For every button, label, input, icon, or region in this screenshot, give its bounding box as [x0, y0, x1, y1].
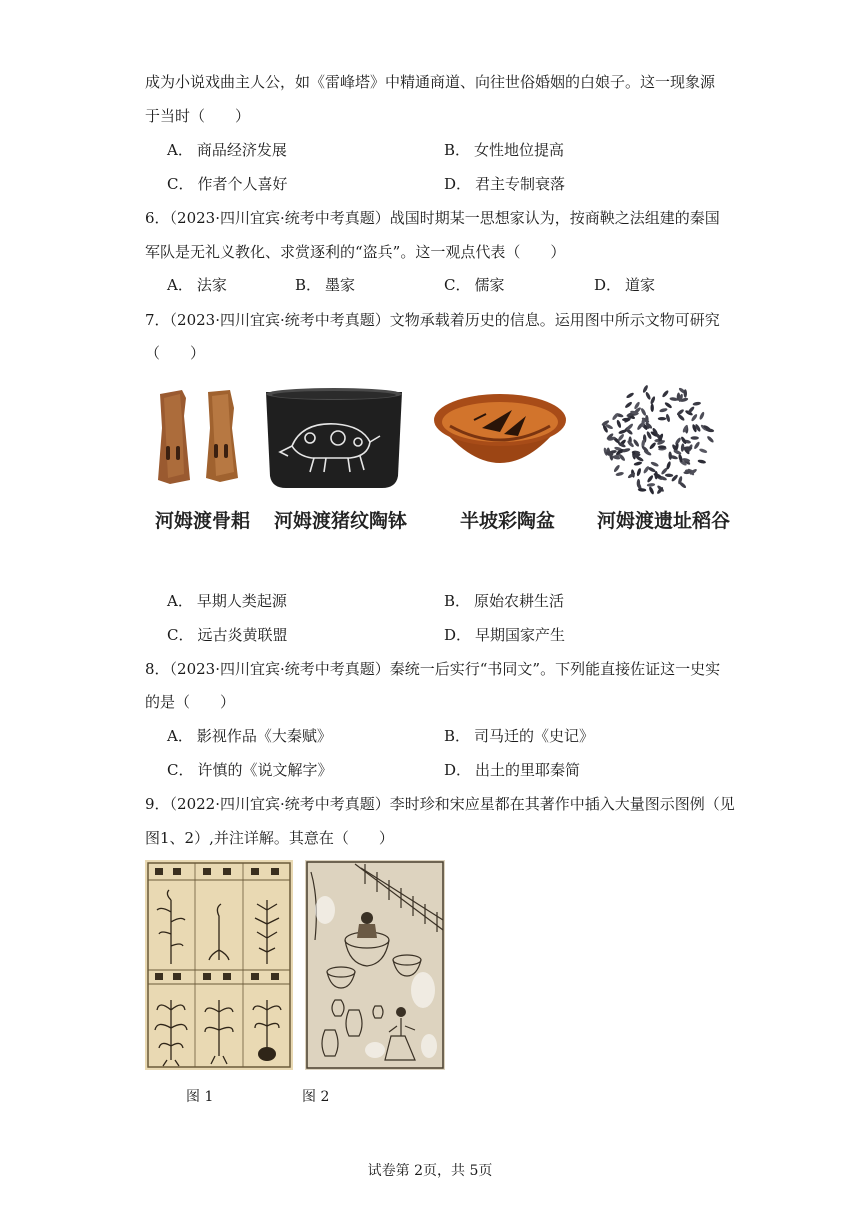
q9-stem-line2: 图1、2）,并注详解。其意在（ ） — [145, 829, 394, 847]
bone-spade-icon — [150, 388, 245, 488]
q5-option-d[interactable]: D． 君主专制衰落 — [444, 175, 566, 193]
q8-stem-line2: 的是（ ） — [145, 693, 236, 711]
rice-grains-icon — [597, 380, 717, 498]
q5-stem-line1: 成为小说戏曲主人公，如《雷峰塔》中精通商道、向往世俗婚姻的白娘子。这一现象源 — [145, 73, 716, 91]
q5-stem-line2: 于当时（ ） — [145, 107, 251, 125]
q8-option-c[interactable]: C． 许慎的《说文解字》 — [167, 761, 333, 779]
q7-option-d[interactable]: D． 早期国家产生 — [444, 626, 566, 644]
page-footer: 试卷第 2页，共 5页 — [367, 1163, 493, 1179]
q5-option-b[interactable]: B． 女性地位提高 — [444, 141, 565, 159]
q8-option-b[interactable]: B． 司马迁的《史记》 — [444, 727, 595, 745]
figure-2-workshop-woodcut — [305, 860, 445, 1070]
artifact-caption: 河姆渡猪纹陶钵 — [274, 510, 408, 532]
q8-option-d[interactable]: D． 出土的里耶秦简 — [444, 761, 581, 779]
q5-option-a[interactable]: A． 商品经济发展 — [167, 141, 287, 159]
painted-pottery-basin-icon — [430, 390, 570, 490]
figure-1-herbal-illustration — [145, 860, 293, 1070]
q8-option-a[interactable]: A． 影视作品《大秦赋》 — [167, 727, 332, 745]
artifact-caption: 河姆渡遗址稻谷 — [597, 510, 731, 532]
q6-option-b[interactable]: B． 墨家 — [295, 276, 356, 294]
artifact-caption: 半坡彩陶盆 — [460, 510, 556, 532]
q7-stem-line2: （ ） — [145, 344, 206, 362]
q6-option-a[interactable]: A． 法家 — [167, 276, 227, 294]
q7-artifact-figure — [145, 376, 740, 546]
q9-stem-line1: 9．（2022·四川宜宾·统考中考真题）李时珍和宋应星都在其著作中插入大量图示图例（见 — [145, 795, 735, 813]
q6-option-d[interactable]: D． 道家 — [594, 276, 656, 294]
q8-stem-line1: 8．（2023·四川宜宾·统考中考真题）秦统一后实行“书同文”。下列能直接佐证这一史实 — [145, 660, 721, 678]
figure-2-caption: 图 2 — [302, 1089, 330, 1105]
q7-option-c[interactable]: C． 远古炎黄联盟 — [167, 626, 288, 644]
q7-option-a[interactable]: A． 早期人类起源 — [167, 592, 287, 610]
artifact-caption: 河姆渡骨耜 — [155, 510, 251, 532]
q7-stem-line1: 7．（2023·四川宜宾·统考中考真题）文物承载着历史的信息。运用图中所示文物可研究 — [145, 311, 720, 329]
figure-1-caption: 图 1 — [186, 1089, 214, 1105]
q6-option-c[interactable]: C． 儒家 — [444, 276, 505, 294]
q6-stem-line1: 6．（2023·四川宜宾·统考中考真题）战国时期某一思想家认为，按商鞅之法组建的秦国 — [145, 209, 720, 227]
pig-pottery-bowl-icon — [262, 386, 407, 491]
q6-stem-line2: 军队是无礼义教化、求赏逐利的“盗兵”。这一观点代表（ ） — [145, 243, 566, 261]
q5-option-c[interactable]: C． 作者个人喜好 — [167, 175, 288, 193]
q7-option-b[interactable]: B． 原始农耕生活 — [444, 592, 565, 610]
